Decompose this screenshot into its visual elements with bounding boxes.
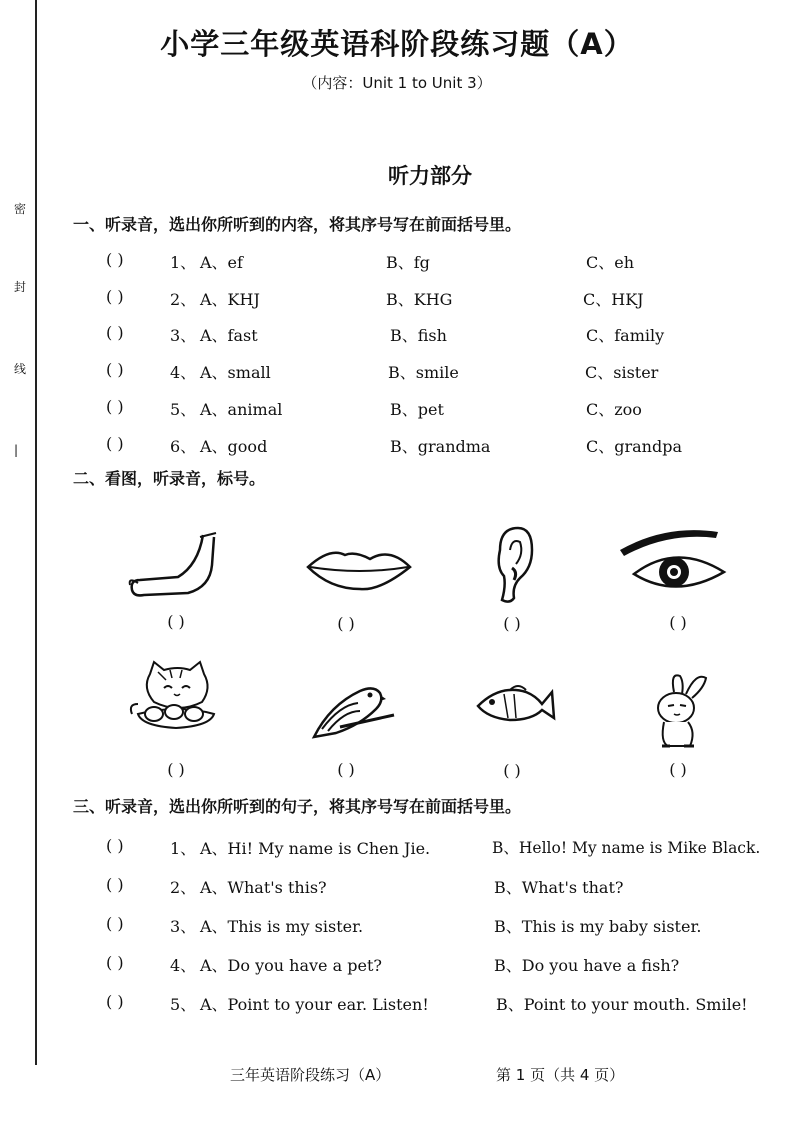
page-number: 第 1 页（共 4 页） (496, 1066, 625, 1084)
item-number: 1、 (170, 253, 197, 272)
option-a: A、animal (200, 400, 283, 419)
option-b: B、fg (386, 253, 430, 272)
option-b: B、fish (390, 326, 447, 345)
seal-char-3: 线 (14, 362, 27, 376)
option-c: C、sister (585, 363, 659, 382)
section1-row (0, 323, 794, 347)
option-b: B、Hello! My name is Mike Black. (492, 839, 761, 857)
option-a: A、Hi! My name is Chen Jie. (200, 839, 431, 858)
item-number: 3、 (170, 326, 197, 345)
item-number: 6、 (170, 437, 197, 456)
item-number: 4、 (170, 363, 197, 382)
section1-row (0, 287, 794, 311)
answer-bracket[interactable]: ( ) (106, 397, 124, 416)
section3-row (0, 836, 794, 860)
rabbit-icon (640, 672, 770, 762)
section1-row (0, 250, 794, 274)
answer-bracket[interactable]: ( ) (106, 914, 124, 933)
answer-bracket[interactable]: ( ) (106, 434, 124, 453)
section3-row (0, 953, 794, 977)
page-title: 小学三年级英语科阶段练习题（A） (160, 27, 634, 61)
option-a: A、good (200, 437, 268, 456)
ear-icon (470, 520, 600, 610)
option-b: B、smile (388, 363, 459, 382)
seal-char-2: 封 (14, 280, 27, 294)
option-a: A、fast (200, 326, 258, 345)
answer-bracket-eye[interactable]: ( ) (669, 613, 687, 632)
answer-bracket-arm[interactable]: ( ) (167, 612, 185, 631)
option-a: A、Point to your ear. Listen! (200, 995, 429, 1014)
item-number: 2、 (170, 290, 197, 309)
seal-char-1: 密 (14, 202, 27, 216)
option-b: B、What's that? (494, 878, 624, 897)
eye-icon (616, 522, 746, 612)
option-c: C、zoo (586, 400, 642, 419)
part-title: 听力部分 (388, 164, 472, 188)
option-c: C、HKJ (583, 290, 644, 309)
section1-row (0, 360, 794, 384)
arm-icon (118, 525, 248, 615)
option-b: B、KHG (386, 290, 453, 309)
item-number: 4、 (170, 956, 197, 975)
answer-bracket-bird[interactable]: ( ) (337, 760, 355, 779)
section3-title: 三、听录音，选出你所听到的句子，将其序号写在前面括号里。 (73, 797, 522, 816)
item-number: 3、 (170, 917, 197, 936)
option-a: A、KHJ (200, 290, 260, 309)
section1-row (0, 434, 794, 458)
answer-bracket[interactable]: ( ) (106, 287, 124, 306)
bird-icon (300, 665, 430, 755)
section3-row (0, 992, 794, 1016)
answer-bracket-rabbit[interactable]: ( ) (669, 760, 687, 779)
answer-bracket-fish[interactable]: ( ) (503, 761, 521, 780)
option-b: B、This is my baby sister. (494, 917, 702, 936)
section2-title: 二、看图，听录音，标号。 (73, 469, 266, 488)
section3-row (0, 875, 794, 899)
answer-bracket[interactable]: ( ) (106, 875, 124, 894)
option-c: C、grandpa (586, 437, 683, 456)
option-a: A、ef (200, 253, 243, 272)
answer-bracket-cat[interactable]: ( ) (167, 760, 185, 779)
option-c: C、eh (586, 253, 635, 272)
option-a: A、Do you have a pet? (200, 956, 382, 975)
item-number: 5、 (170, 995, 197, 1014)
answer-bracket[interactable]: ( ) (106, 992, 124, 1011)
answer-bracket-mouth[interactable]: ( ) (337, 614, 355, 633)
option-a: A、What's this? (200, 878, 327, 897)
option-b: B、Do you have a fish? (494, 956, 680, 975)
answer-bracket[interactable]: ( ) (106, 323, 124, 342)
option-a: A、This is my sister. (200, 917, 364, 936)
section3-row (0, 914, 794, 938)
option-c: C、family (586, 326, 665, 345)
page-subtitle: （内容：Unit 1 to Unit 3） (302, 74, 492, 92)
seal-char-4: | (14, 443, 19, 457)
item-number: 1、 (170, 839, 197, 858)
option-b: B、pet (390, 400, 444, 419)
answer-bracket-ear[interactable]: ( ) (503, 614, 521, 633)
footer-title: 三年英语阶段练习（A） (230, 1066, 391, 1084)
answer-bracket[interactable]: ( ) (106, 953, 124, 972)
section1-title: 一、听录音，选出你所听到的内容，将其序号写在前面括号里。 (73, 215, 522, 234)
option-a: A、small (200, 363, 271, 382)
answer-bracket[interactable]: ( ) (106, 250, 124, 269)
item-number: 5、 (170, 400, 197, 419)
cat-icon (118, 660, 248, 750)
answer-bracket[interactable]: ( ) (106, 360, 124, 379)
option-b: B、Point to your mouth. Smile! (496, 995, 748, 1014)
answer-bracket[interactable]: ( ) (106, 836, 124, 855)
section1-row (0, 397, 794, 421)
option-b: B、grandma (390, 437, 491, 456)
item-number: 2、 (170, 878, 197, 897)
fish-icon (470, 672, 600, 762)
mouth-icon (300, 525, 430, 615)
